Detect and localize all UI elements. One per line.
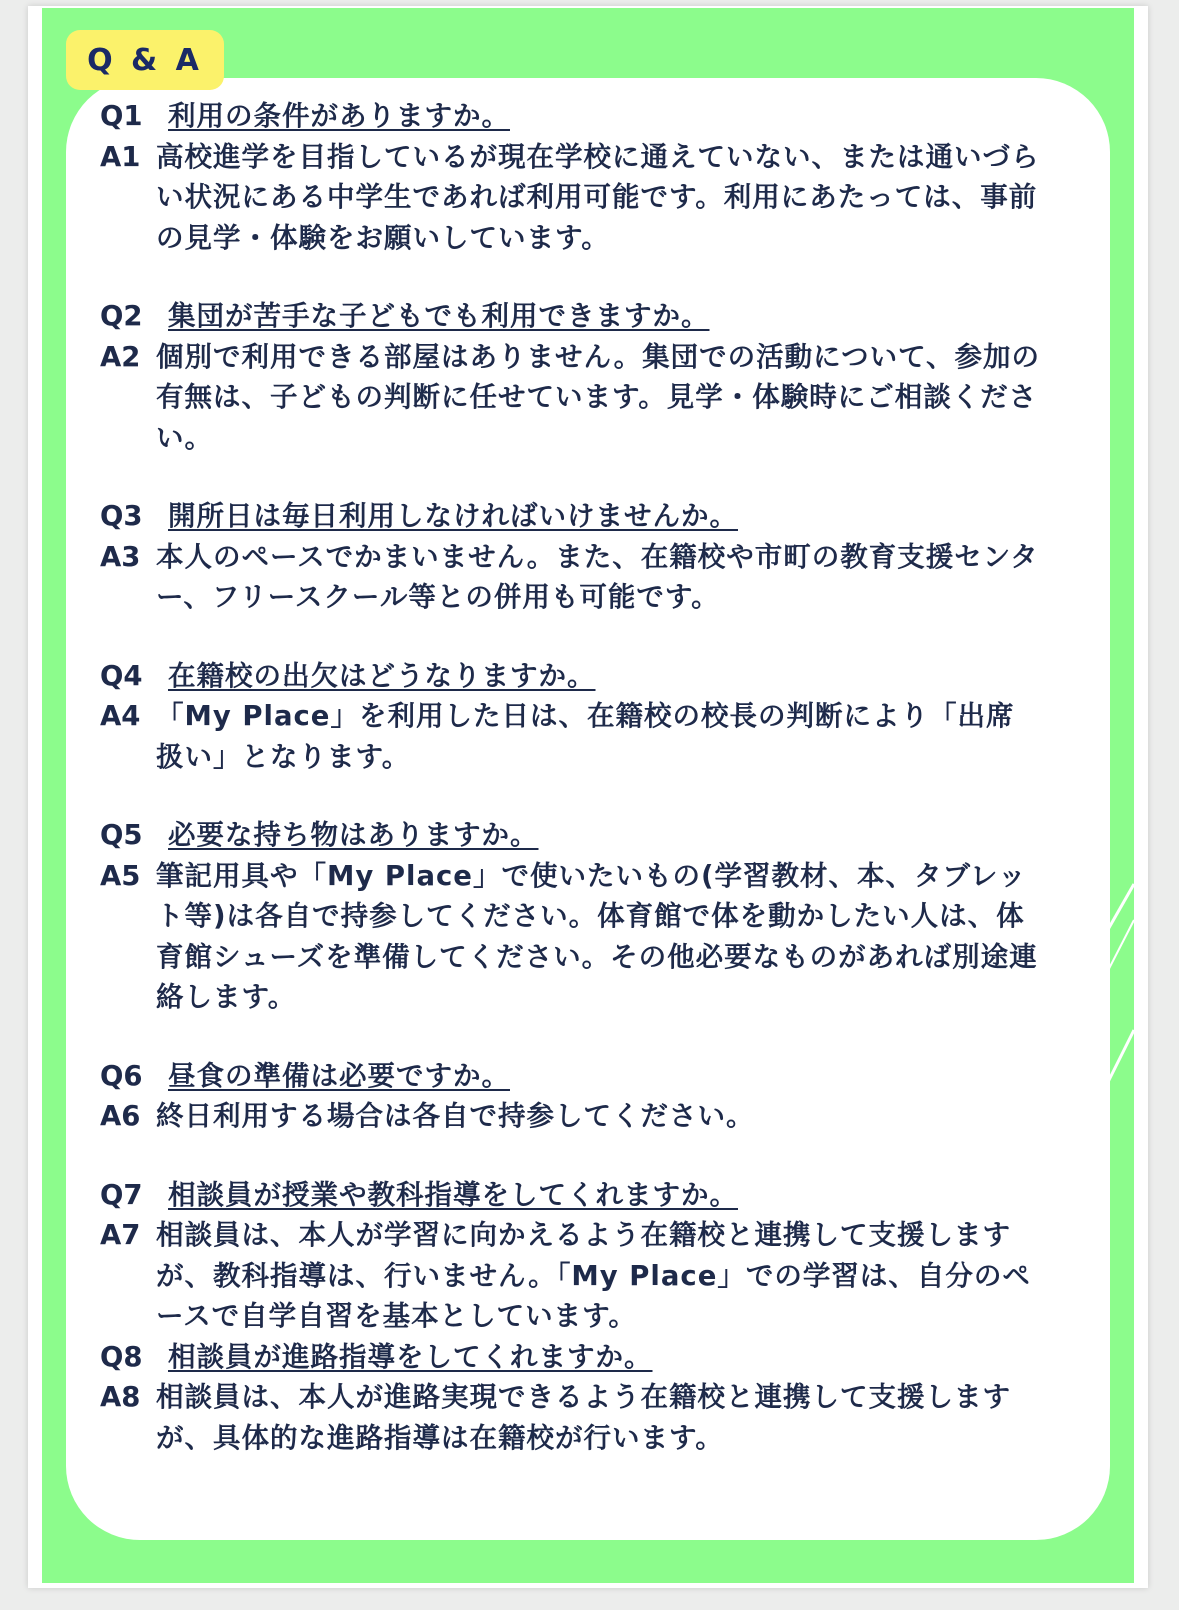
answer-label: A5 bbox=[100, 859, 141, 892]
question-row bbox=[100, 496, 1100, 537]
qa-item bbox=[100, 656, 1100, 778]
question-row bbox=[100, 296, 1100, 337]
qa-item bbox=[100, 496, 1100, 618]
question-label: Q4 bbox=[100, 659, 143, 692]
answer-row bbox=[100, 1377, 1100, 1458]
answer-label: A7 bbox=[100, 1219, 141, 1251]
question-text: 相談員が進路指導をしてくれますか。 bbox=[168, 1340, 653, 1373]
question-label: Q2 bbox=[100, 300, 143, 332]
question-label: Q7 bbox=[100, 1178, 143, 1211]
question-text: 集団が苦手な子どもでも利用できますか。 bbox=[168, 300, 710, 332]
qa-item bbox=[100, 815, 1100, 1018]
qa-list bbox=[100, 96, 1100, 1458]
answer-label: A2 bbox=[100, 340, 141, 373]
answer-label: A8 bbox=[100, 1381, 141, 1413]
answer-row bbox=[100, 537, 1100, 618]
qa-item bbox=[100, 1337, 1100, 1459]
question-row bbox=[100, 1056, 1100, 1097]
qa-tab: Q & A bbox=[66, 30, 224, 90]
answer-row bbox=[100, 696, 1100, 777]
decorative-lines bbox=[1098, 880, 1138, 1100]
qa-item bbox=[100, 296, 1100, 458]
question-text: 開所日は毎日利用しなければいけませんか。 bbox=[168, 500, 738, 532]
answer-text: 相談員は、本人が学習に向かえるよう在籍校と連携して支援しますが、教科指導は、行いません。「My Place」での学習は、自分のペースで自学自習を基本としています。 bbox=[156, 1219, 1031, 1332]
question-label: Q1 bbox=[100, 100, 143, 132]
answer-text: 本人のペースでかまいません。また、在籍校や市町の教育支援センター、フリースクール等との併用も可能です。 bbox=[156, 540, 1039, 613]
answer-row bbox=[100, 1096, 1100, 1137]
question-row bbox=[100, 656, 1100, 697]
answer-text: 個別で利用できる部屋はありません。集団での活動について、参加の有無は、子どもの判断に任せています。見学・体験時にご相談ください。 bbox=[156, 340, 1041, 454]
question-text: 昼食の準備は必要ですか。 bbox=[168, 1059, 510, 1092]
question-text: 利用の条件がありますか。 bbox=[168, 100, 510, 132]
answer-row bbox=[100, 856, 1100, 1018]
answer-text: 相談員は、本人が進路実現できるよう在籍校と連携して支援しますが、具体的な進路指導は在籍校が行います。 bbox=[156, 1381, 1011, 1454]
answer-label: A4 bbox=[100, 700, 141, 732]
answer-label: A3 bbox=[100, 540, 141, 573]
qa-item bbox=[100, 1175, 1100, 1337]
answer-row bbox=[100, 337, 1100, 459]
question-row bbox=[100, 1337, 1100, 1378]
answer-text: 筆記用具や「My Place」で使いたいもの(学習教材、本、タブレット等)は各自で持参してください。体育館で体を動かしたい人は、体育館シューズを準備してください。その他必要なものがあれば別途連絡します。 bbox=[156, 859, 1038, 1013]
question-label: Q6 bbox=[100, 1059, 143, 1092]
answer-label: A6 bbox=[100, 1100, 141, 1132]
answer-row bbox=[100, 1215, 1100, 1337]
question-text: 在籍校の出欠はどうなりますか。 bbox=[168, 659, 596, 692]
question-row bbox=[100, 815, 1100, 856]
question-label: Q5 bbox=[100, 819, 143, 851]
answer-text: 「My Place」を利用した日は、在籍校の校長の判断により「出席扱い」となります。 bbox=[156, 700, 1015, 773]
qa-item bbox=[100, 1056, 1100, 1137]
qa-item bbox=[100, 96, 1100, 258]
question-row bbox=[100, 1175, 1100, 1216]
question-text: 相談員が授業や教科指導をしてくれますか。 bbox=[168, 1178, 738, 1211]
question-text: 必要な持ち物はありますか。 bbox=[168, 819, 539, 851]
answer-row bbox=[100, 137, 1100, 259]
question-row bbox=[100, 96, 1100, 137]
answer-text: 高校進学を目指しているが現在学校に通えていない、または通いづらい状況にある中学生であれば利用可能です。利用にあたっては、事前の見学・体験をお願いしています。 bbox=[156, 140, 1040, 254]
question-label: Q3 bbox=[100, 500, 143, 532]
answer-label: A1 bbox=[100, 140, 141, 173]
question-label: Q8 bbox=[100, 1340, 143, 1373]
answer-text: 終日利用する場合は各自で持参してください。 bbox=[156, 1100, 755, 1132]
